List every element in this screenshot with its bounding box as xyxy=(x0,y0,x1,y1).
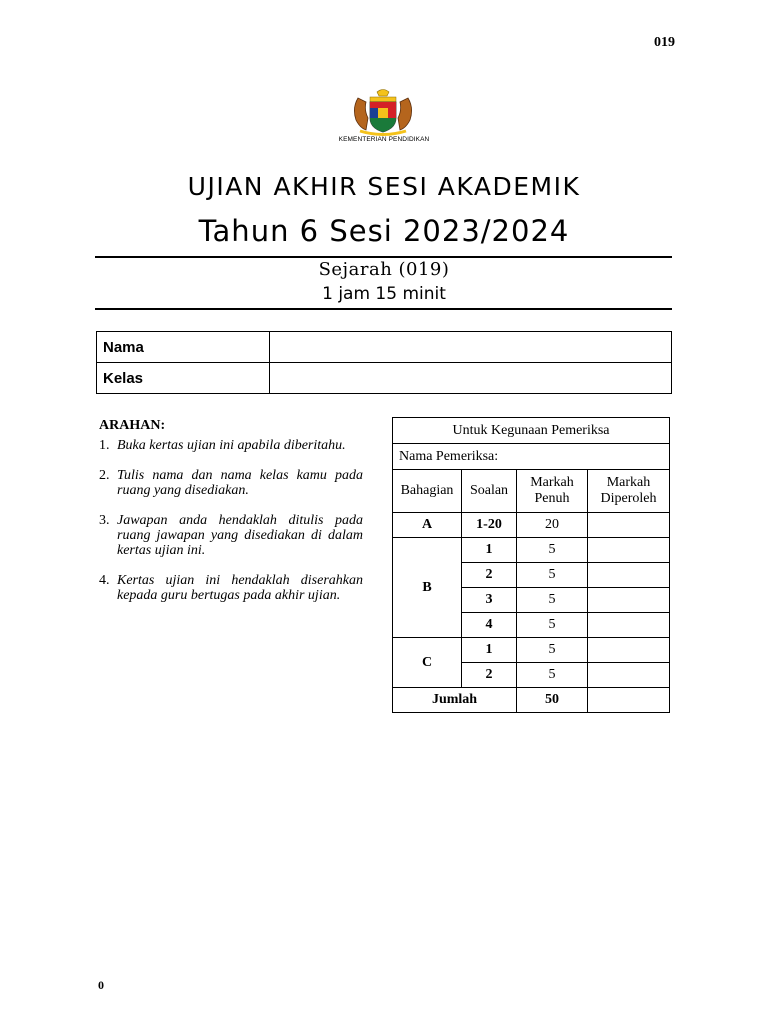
marks-obtained-cell[interactable] xyxy=(588,588,670,613)
full-marks: 5 xyxy=(517,663,588,688)
question-number: 1 xyxy=(462,638,517,663)
table-row xyxy=(393,513,670,538)
list-item xyxy=(99,438,363,453)
examiner-table xyxy=(392,417,670,713)
name-field[interactable] xyxy=(270,332,672,363)
total-full-marks: 50 xyxy=(517,688,588,713)
instructions-list xyxy=(99,438,363,618)
marks-obtained-cell[interactable] xyxy=(588,638,670,663)
class-label: Kelas xyxy=(97,363,270,394)
item-number: 4. xyxy=(99,573,110,588)
full-marks: 5 xyxy=(517,638,588,663)
examiner-name-label: Nama Pemeriksa: xyxy=(393,444,670,470)
marks-obtained-cell[interactable] xyxy=(588,663,670,688)
table-row xyxy=(393,688,670,713)
item-number: 2. xyxy=(99,468,110,483)
examiner-table-title: Untuk Kegunaan Pemeriksa xyxy=(393,418,670,444)
bottom-divider xyxy=(95,308,672,310)
table-row xyxy=(97,363,672,394)
table-row xyxy=(393,444,670,470)
total-label: Jumlah xyxy=(393,688,517,713)
section-a-questions: 1-20 xyxy=(462,513,517,538)
table-row xyxy=(393,538,670,563)
question-number: 1 xyxy=(462,538,517,563)
full-marks: 5 xyxy=(517,613,588,638)
ministry-caption: KEMENTERIAN PENDIDIKAN xyxy=(338,136,430,143)
instruction-text: Kertas ujian ini hendaklah diserahkan kepada guru bertugas pada akhir ujian. xyxy=(117,573,363,603)
marks-obtained-cell[interactable] xyxy=(588,613,670,638)
list-item xyxy=(99,573,363,603)
exam-title: UJIAN AKHIR SESI AKADEMIK xyxy=(187,172,581,201)
paper-code: 019 xyxy=(654,35,675,50)
page-number: 0 xyxy=(98,978,104,992)
marks-obtained-cell[interactable] xyxy=(588,538,670,563)
instructions-heading: ARAHAN: xyxy=(99,418,166,433)
table-row xyxy=(97,332,672,363)
exam-year-session: Tahun 6 Sesi 2023/2024 xyxy=(198,214,570,248)
col-header-obtained: Markah Diperoleh xyxy=(588,470,670,513)
exam-duration: 1 jam 15 minit xyxy=(322,284,446,304)
table-row xyxy=(393,418,670,444)
jata-negara-crest-icon xyxy=(350,88,416,136)
table-row xyxy=(393,470,670,513)
top-divider xyxy=(95,256,672,258)
instruction-text: Tulis nama dan nama kelas kamu pada ruang yang disediakan. xyxy=(117,468,363,498)
question-number: 3 xyxy=(462,588,517,613)
col-header-question: Soalan xyxy=(462,470,517,513)
col-header-section: Bahagian xyxy=(393,470,462,513)
section-c-label: C xyxy=(393,638,462,688)
question-number: 2 xyxy=(462,663,517,688)
item-number: 3. xyxy=(99,513,110,528)
instruction-text: Buka kertas ujian ini apabila diberitahu. xyxy=(117,438,346,453)
total-obtained-cell[interactable] xyxy=(588,688,670,713)
item-number: 1. xyxy=(99,438,110,453)
marks-obtained-cell[interactable] xyxy=(588,513,670,538)
col-header-full-marks: Markah Penuh xyxy=(517,470,588,513)
instruction-text: Jawapan anda hendaklah ditulis pada ruang jawapan yang disediakan di dalam kertas ujian ini. xyxy=(117,513,363,558)
section-a-label: A xyxy=(393,513,462,538)
full-marks: 5 xyxy=(517,588,588,613)
section-a-full-marks: 20 xyxy=(517,513,588,538)
question-number: 2 xyxy=(462,563,517,588)
list-item xyxy=(99,468,363,498)
full-marks: 5 xyxy=(517,563,588,588)
table-row xyxy=(393,638,670,663)
subject-title: Sejarah (019) xyxy=(318,259,450,280)
student-info-table xyxy=(96,331,672,394)
question-number: 4 xyxy=(462,613,517,638)
class-field[interactable] xyxy=(270,363,672,394)
name-label: Nama xyxy=(97,332,270,363)
marks-obtained-cell[interactable] xyxy=(588,563,670,588)
section-b-label: B xyxy=(393,538,462,638)
list-item xyxy=(99,513,363,558)
full-marks: 5 xyxy=(517,538,588,563)
